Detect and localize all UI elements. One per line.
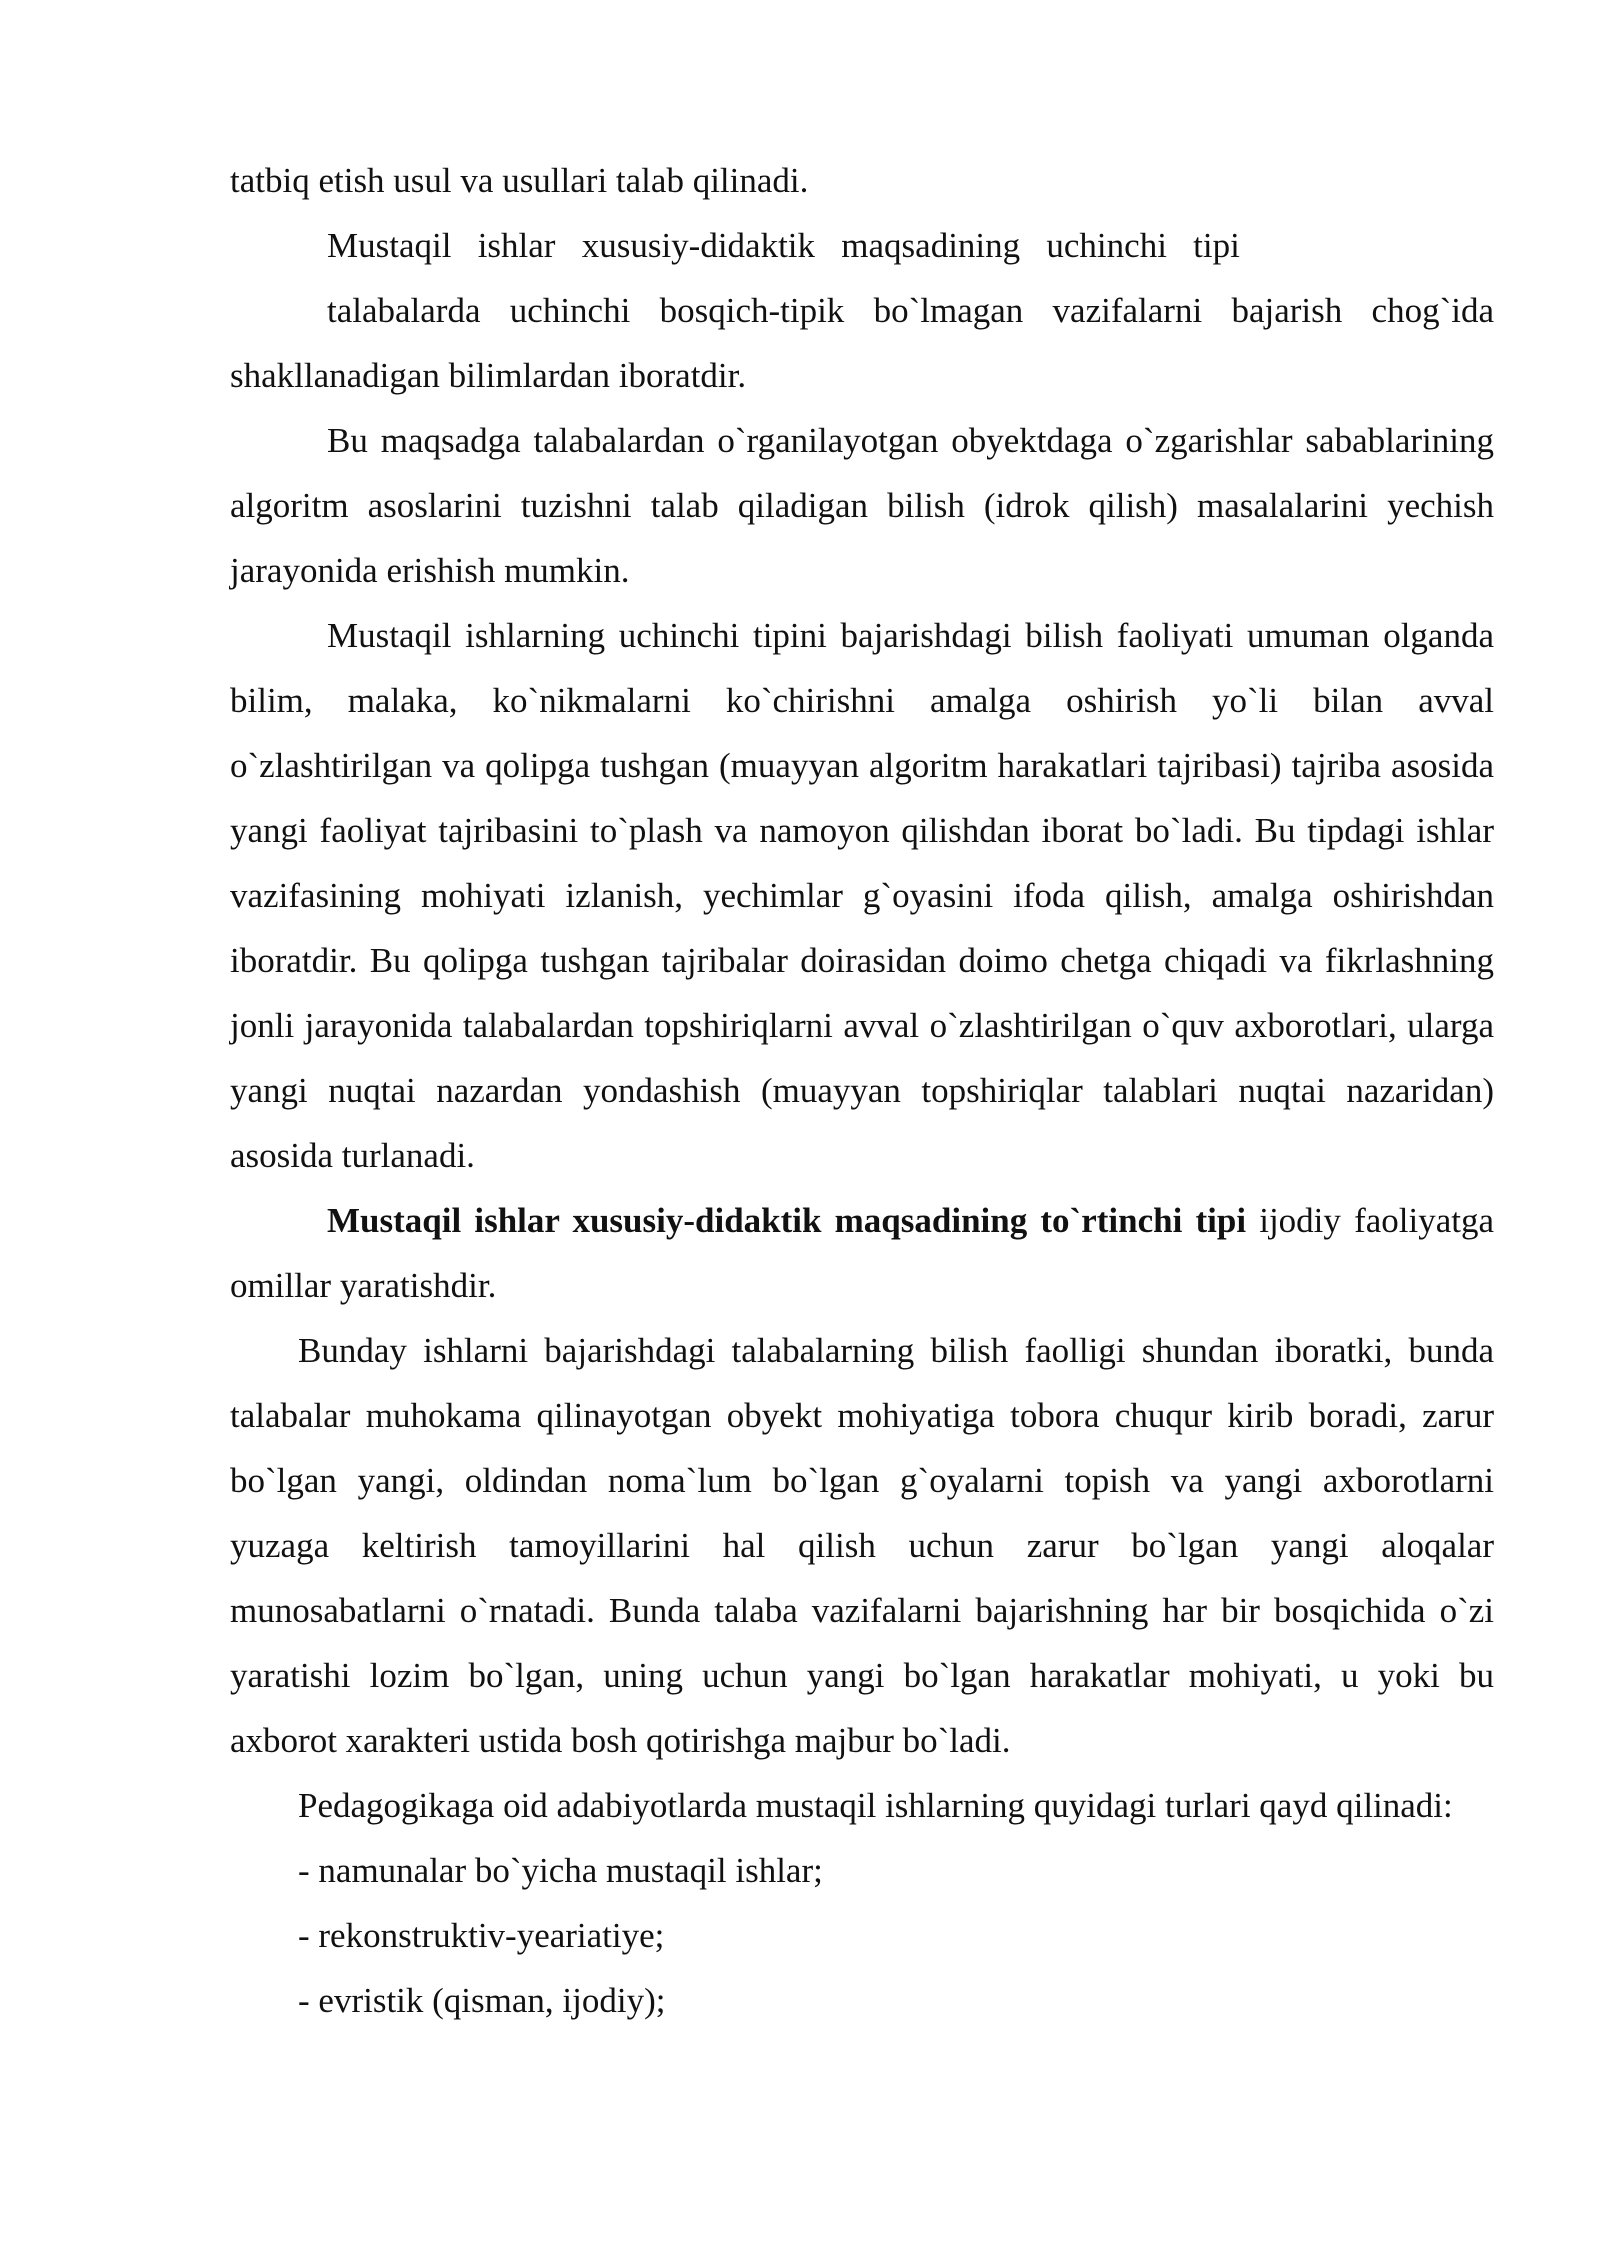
paragraph-8: Pedagogikaga oid adabiyotlarda mustaqil ishlarning quyidagi turlari qayd qilinadi: <box>298 1786 1453 1825</box>
paragraph-4: Bu maqsadga talabalardan o`rganilayotgan obyektdaga o`zgarishlar sabablarining algoritm asoslarini tuzishni talab qiladigan bilish (idrok qilish) masalalarini yechish jarayonida erishish mumkin. <box>230 421 1494 590</box>
bold-heading: Mustaqil ishlar xususiy-didaktik maqsadining to`rtinchi tipi <box>327 1201 1247 1240</box>
paragraph-6 <box>230 1188 1494 1318</box>
list-item: - evristik (qisman, ijodiy); <box>298 1981 666 2020</box>
paragraph-6-rest: ijodiy faoliyatga omillar yaratishdir. <box>230 1201 1495 1305</box>
paragraph-5: Mustaqil ishlarning uchinchi tipini bajarishdagi bilish faoliyati umuman olganda bilim, malaka, ko`nikmalarni ko`chirishni amalga oshirish yo`li bilan avval o`zlashtirilgan va qolipga tushgan (muayyan algoritm harakatlari tajribasi) tajriba asosida yangi faoliyat tajribasini to`plash va namoyon qilishdan iborat bo`ladi. Bu tipdagi ishlar vazifasining mohiyati izlanish, yechimlar g`oyasini ifoda qilish, amalga oshirishdan iboratdir. Bu qolipga tushgan tajribalar doirasidan doimo chetga chiqadi va fikrlashning jonli jarayonida talabalardan topshiriqlarni avval o`zlashtirilgan o`quv axborotlari, ularga yangi nuqtai nazardan yondashish (muayyan topshiriqlar talablari nuqtai nazaridan) asosida turlanadi. <box>230 616 1494 1175</box>
paragraph-3: talabalarda uchinchi bosqich-tipik bo`lmagan vazifalarni bajarish chog`ida shakllanadigan bilimlardan iboratdir. <box>230 291 1494 395</box>
paragraph-2: Mustaqil ishlar xususiy-didaktik maqsadining uchinchi tipi <box>327 226 1240 265</box>
types-list <box>230 1838 1494 2033</box>
document-body <box>230 148 1494 2033</box>
list-item: - namunalar bo`yicha mustaqil ishlar; <box>298 1851 823 1890</box>
paragraph-1: tatbiq etish usul va usullari talab qilinadi. <box>230 161 809 200</box>
paragraph-7: Bunday ishlarni bajarishdagi talabalarning bilish faolligi shundan iboratki, bunda talabalar muhokama qilinayotgan obyekt mohiyatiga tobora chuqur kirib boradi, zarur bo`lgan yangi, oldindan noma`lum bo`lgan g`oyalarni topish va yangi axborotlarni yuzaga keltirish tamoyillarini hal qilish uchun zarur bo`lgan yangi aloqalar munosabatlarni o`rnatadi. Bunda talaba vazifalarni bajarishning har bir bosqichida o`zi yaratishi lozim bo`lgan, uning uchun yangi bo`lgan harakatlar mohiyati, u yoki bu axborot xarakteri ustida bosh qotirishga majbur bo`ladi. <box>230 1331 1494 1760</box>
list-item: - rekonstruktiv-yeariatiye; <box>298 1916 665 1955</box>
